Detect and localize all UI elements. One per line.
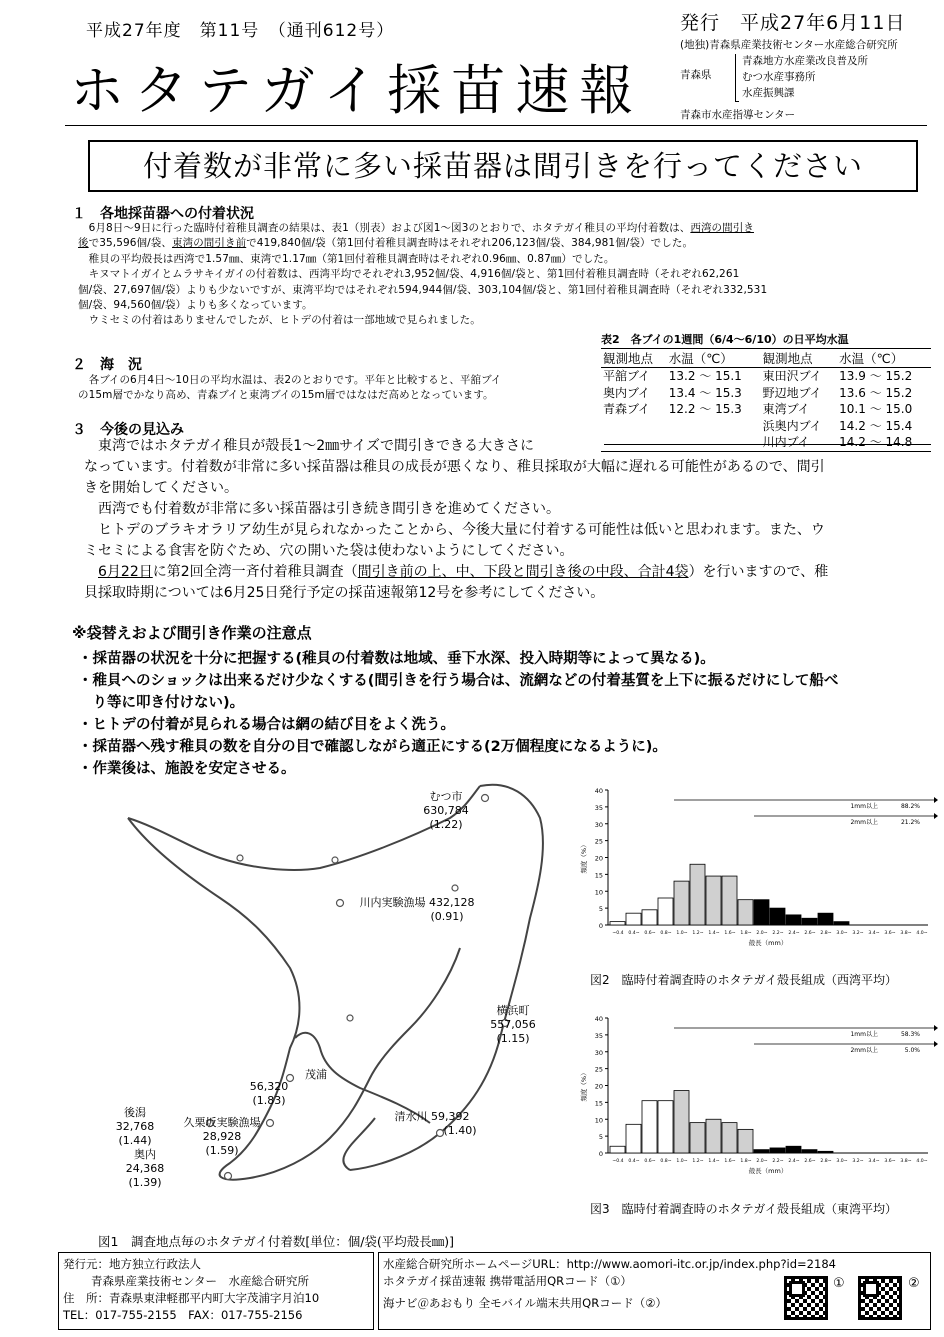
s1-paragraph-4: ウミセミの付着はありませんでしたが、ヒトデの付着は一部地域で見られました。	[78, 314, 481, 327]
bar	[754, 1150, 769, 1153]
y-tick-label: 10	[594, 888, 603, 897]
site-name: 奥内	[134, 1148, 156, 1161]
bar	[770, 1148, 785, 1153]
s3-underline: 間引き前の上、中、下段と間引き後の中段、合計4袋	[357, 564, 689, 580]
table2-header: 水温（℃）	[667, 349, 761, 368]
table2-cell: 東田沢ブイ	[762, 369, 822, 383]
s3-line: 西湾でも付着数が非常に多い採苗器は引き続き間引きを進めてください。	[84, 501, 560, 517]
bar	[818, 913, 833, 925]
x-tick-label: 0.4~	[628, 931, 640, 936]
annotation-value: 88.2%	[900, 803, 920, 810]
bar	[818, 1151, 833, 1153]
x-axis-label: 殻長（mm）	[748, 1167, 788, 1175]
table2-cell	[667, 418, 761, 435]
y-tick-label: 20	[594, 1082, 603, 1091]
y-tick-label: 0	[598, 922, 603, 930]
notes-item: ・作業後は、施設を安定させる。	[78, 761, 296, 777]
bar	[738, 900, 753, 925]
annotation-arrowhead	[934, 1041, 938, 1047]
publisher-line-3: むつ水産事務所	[742, 71, 816, 83]
chart-east-bay	[578, 1010, 938, 1180]
table2-cell: 13.9 ～ 15.2	[839, 369, 913, 383]
site-name: 久栗坂実験漁場	[183, 1116, 261, 1129]
map-site-marker	[225, 1173, 232, 1180]
y-tick-label: 15	[594, 871, 603, 880]
x-tick-label: 3.8~	[900, 1159, 912, 1164]
bar	[642, 910, 657, 925]
bar	[802, 1150, 817, 1153]
x-tick-label: 0.8~	[660, 931, 672, 936]
notes-item: ・採苗器の状況を十分に把握する(稚貝の付着数は地域、垂下水深、投入時期等によって異なる)。	[78, 651, 715, 667]
table2-cell: 13.2 ～ 15.1	[668, 369, 742, 383]
map-buoy-marker	[347, 1015, 353, 1021]
x-tick-label: 2.8~	[820, 931, 832, 936]
site-size: (1.15)	[496, 1032, 530, 1045]
footer-web-box	[378, 1252, 931, 1330]
bar	[754, 900, 769, 925]
page-title: ホタテガイ採苗速報	[70, 59, 644, 122]
y-tick-label: 35	[594, 1031, 603, 1040]
map-label-shimizugawa	[372, 1110, 492, 1138]
publisher-line-2: 青森地方水産業改良普及所	[742, 55, 868, 67]
map-label-kawauchi	[342, 896, 492, 924]
s1-text: で35,596個/袋、	[88, 237, 172, 250]
notes-item: り等に叩き付けない)。	[78, 695, 245, 711]
site-size: (1.22)	[429, 818, 463, 831]
site-name: 川内実験漁場	[359, 896, 426, 909]
publisher-line-5: 青森市水産指導センター	[680, 109, 796, 121]
y-tick-label: 0	[598, 1150, 603, 1158]
x-tick-label: 3.2~	[852, 931, 864, 936]
s3-text: ）を行いますので、稚	[688, 564, 829, 580]
table2-caption: 表2 各ブイの1週間（6/4～6/10）の日平均水温	[601, 331, 931, 349]
s1-underline: 後	[78, 237, 89, 250]
table2-cell: 平舘ブイ	[603, 369, 650, 383]
notes-item: ・採苗器へ残す稚貝の数を自分の目で確認しながら適正にする(2万個程度になるように)。	[78, 739, 667, 755]
bar	[690, 1123, 705, 1153]
map-label-yokohama	[482, 1004, 544, 1046]
annotation-label: 1mm以上	[850, 1031, 878, 1038]
y-tick-label: 20	[594, 854, 603, 863]
site-size: (0.91)	[430, 910, 464, 923]
water-temp-table	[601, 331, 931, 452]
qr-marker-2: ②	[908, 1276, 920, 1291]
y-tick-label: 40	[594, 1015, 603, 1023]
chart-west-bay	[578, 782, 938, 952]
annotation-label: 2mm以上	[850, 1047, 878, 1054]
table2-cell: 13.4 ～ 15.3	[668, 385, 742, 400]
site-count: 630,784	[423, 804, 469, 817]
site-size: (1.40)	[443, 1124, 477, 1137]
publisher-block	[680, 38, 935, 124]
bar	[626, 1124, 641, 1153]
x-tick-label: 1.0~	[676, 1159, 688, 1164]
publisher-line-1: (地独)青森県産業技術センター水産総合研究所	[680, 39, 898, 51]
section2-heading: ２ 海 況	[72, 357, 142, 373]
qr-code-2[interactable]	[858, 1276, 902, 1320]
x-tick-label: ~0.4	[612, 931, 624, 936]
map-label-mutsu	[415, 790, 477, 832]
section3-heading: ３ 今後の見込み	[72, 422, 184, 438]
footer-url[interactable]: 水産総合研究所ホームページURL：http://www.aomori-itc.or.jp/index.php?id=2184	[383, 1257, 836, 1271]
y-tick-label: 30	[594, 1048, 603, 1057]
figure3-caption: 図3 臨時付着調査時のホタテガイ殻長組成（東湾平均）	[590, 1202, 898, 1216]
y-axis-label: 頻度（%）	[580, 1069, 588, 1102]
table2-cell: 14.2 ～ 15.4	[839, 418, 913, 433]
x-tick-label: 1.8~	[740, 931, 752, 936]
s3-text	[84, 564, 98, 580]
table2-divider	[604, 444, 931, 445]
x-tick-label: 2.2~	[772, 1159, 784, 1164]
bar	[658, 1101, 673, 1153]
bar	[738, 1129, 753, 1153]
y-tick-label: 5	[598, 1133, 603, 1142]
x-tick-label: 3.6~	[884, 931, 896, 936]
section3-body	[84, 436, 940, 604]
x-tick-label: 2.6~	[804, 1159, 816, 1164]
site-count: 24,368	[125, 1162, 165, 1175]
table2-header: 観測地点	[761, 349, 838, 368]
table-row	[601, 385, 931, 402]
y-axis-label: 頻度（%）	[580, 841, 588, 874]
s1-underline: 西湾の間引き	[690, 222, 754, 234]
x-tick-label: 4.0~	[916, 1159, 928, 1164]
s1-text: 6月8日～9日に行った臨時付着稚貝調査の結果は、表1（別表）および図1～図3のとおりで、ホタテガイ稚貝の平均付着数は、	[78, 222, 691, 234]
site-name: 後潟	[124, 1106, 146, 1119]
section1-body	[78, 221, 934, 329]
table2-cell: 12.2 ～ 15.3	[668, 402, 742, 416]
table2-cell: 14.2 ～ 14.8	[837, 434, 931, 451]
bar	[626, 913, 641, 925]
table2-cell: 東湾ブイ	[762, 402, 810, 416]
table2-cell: 青森ブイ	[603, 402, 650, 416]
s2-line-2: の15m層でかなり高め、青森ブイと東湾ブイの15m層ではなはだ高めとなっています。	[78, 389, 494, 402]
x-tick-label: 0.4~	[628, 1159, 640, 1164]
s3-line: 東湾ではホタテガイ稚貝が殻長1～2㎜サイズで間引きできる大きさに	[84, 438, 534, 454]
bar	[834, 922, 849, 925]
footer-phone: TEL：017-755-2155 FAX：017-755-2156	[63, 1308, 303, 1322]
table2-cell: 13.6 ～ 15.2	[839, 385, 913, 400]
s3-line: きを開始してください。	[84, 480, 238, 496]
x-tick-label: 2.6~	[804, 931, 816, 936]
s2-line-1: 各ブイの6月4日～10日の平均水温は、表2のとおりです。平年と比較すると、平舘ブイ	[78, 374, 502, 386]
site-count: 32,768	[115, 1120, 155, 1133]
s3-line: なっています。付着数が非常に多い採苗器は稚貝の成長が悪くなり、稚貝採取が大幅に遅れる可能性があるので、間引	[84, 459, 825, 475]
x-tick-label: 1.6~	[724, 931, 736, 936]
bar	[674, 881, 689, 925]
bar	[722, 876, 737, 925]
annotation-value: 21.2%	[900, 819, 920, 826]
header-divider	[65, 125, 927, 126]
map-buoy-marker	[332, 857, 338, 863]
section2-body	[78, 373, 598, 404]
x-tick-label: 1.4~	[708, 931, 720, 936]
bar	[722, 1123, 737, 1153]
table2-cell: 浜奥内ブイ	[762, 418, 822, 433]
bar	[802, 918, 817, 925]
table2-cell: 川内ブイ	[761, 434, 838, 451]
table-row	[601, 401, 931, 418]
annotation-value: 5.0%	[904, 1047, 920, 1054]
x-tick-label: 2.4~	[788, 931, 800, 936]
y-tick-label: 10	[594, 1116, 603, 1125]
qr-marker-1: ①	[833, 1276, 845, 1291]
x-tick-label: 2.8~	[820, 1159, 832, 1164]
s3-line: 貝採取時期については6月25日発行予定の採苗速報第12号を参考にしてください。	[84, 585, 605, 601]
x-tick-label: 2.0~	[756, 1159, 768, 1164]
s3-text: に第2回全湾一斉付着稚貝調査（	[152, 564, 358, 580]
annotation-label: 1mm以上	[850, 803, 878, 810]
site-count: 28,928	[202, 1130, 242, 1143]
figure1-caption: 図1 調査地点毎のホタテガイ付着数[単位：個/袋(平均殻長㎜)]	[98, 1234, 455, 1249]
y-tick-label: 30	[594, 820, 603, 829]
x-tick-label: 0.6~	[644, 1159, 656, 1164]
table2-cell	[601, 418, 667, 435]
x-axis-label: 殻長（mm）	[748, 939, 788, 947]
notes-item: ・稚貝へのショックは出来るだけ少なくする(間引きを行う場合は、流網などの付着基質を上下に振るだけにして船べ	[78, 673, 839, 689]
publisher-bracket	[735, 54, 739, 102]
bar	[770, 908, 785, 925]
map-buoy-marker	[237, 855, 243, 861]
bar	[786, 1146, 801, 1153]
x-tick-label: 1.0~	[676, 931, 688, 936]
x-tick-label: 3.4~	[868, 1159, 880, 1164]
site-count: 59,392	[431, 1110, 470, 1123]
s1-paragraph-3a: キヌマトイガイとムラサキイガイの付着数は、西湾平均でそれぞれ3,952個/袋、4,916個/袋と、第1回付着稚貝調査時（それぞれ62,261	[78, 268, 740, 281]
map-site-marker	[482, 795, 489, 802]
x-tick-label: 2.0~	[756, 931, 768, 936]
site-name: 茂浦	[305, 1068, 327, 1081]
x-tick-label: 1.8~	[740, 1159, 752, 1164]
x-tick-label: ~0.4	[612, 1159, 624, 1164]
annotation-value: 58.3%	[900, 1031, 920, 1038]
y-tick-label: 40	[594, 787, 603, 795]
bar	[706, 1119, 721, 1153]
y-tick-label: 5	[598, 905, 603, 914]
s1-underline: 東湾の間引き前	[172, 237, 247, 250]
x-tick-label: 3.0~	[836, 1159, 848, 1164]
x-tick-label: 4.0~	[916, 931, 928, 936]
footer-contact-box	[58, 1252, 374, 1330]
x-tick-label: 0.8~	[660, 1159, 672, 1164]
site-count: 56,320	[249, 1080, 289, 1093]
annotation-arrowhead	[934, 1025, 938, 1031]
map-buoy-marker	[452, 885, 458, 891]
x-tick-label: 2.2~	[772, 931, 784, 936]
map-label-kuriyasaka	[170, 1116, 274, 1158]
s3-line: ヒトデのブラキオラリア幼生が見られなかったことから、今後大量に付着する可能性は低いと思われます。また、ウ	[84, 522, 825, 538]
x-tick-label: 2.4~	[788, 1159, 800, 1164]
qr-code-1[interactable]	[784, 1276, 828, 1320]
x-tick-label: 3.2~	[852, 1159, 864, 1164]
notes-item: ・ヒトデの付着が見られる場合は網の結び目をよく洗う。	[78, 717, 455, 733]
bar	[658, 898, 673, 925]
section1-heading: １ 各地採苗器への付着状況	[72, 206, 254, 222]
x-tick-label: 0.6~	[644, 931, 656, 936]
footer-qr-label-2: 海ナビ＠あおもり 全モバイル端末共用QRコード（②）	[383, 1296, 668, 1310]
x-tick-label: 3.6~	[884, 1159, 896, 1164]
bar	[610, 922, 625, 925]
figure2-caption: 図2 臨時付着調査時のホタテガイ殻長組成（西湾平均）	[590, 973, 898, 987]
table-row	[601, 368, 931, 385]
x-tick-label: 1.2~	[692, 1159, 704, 1164]
y-tick-label: 25	[594, 1065, 603, 1074]
x-tick-label: 3.0~	[836, 931, 848, 936]
map-label-moura	[244, 1080, 294, 1108]
map-label-ushirogata	[106, 1106, 164, 1148]
publisher-pref-label: 青森県	[680, 69, 712, 81]
y-tick-label: 15	[594, 1099, 603, 1108]
bar	[786, 915, 801, 925]
s1-text: で419,840個/袋（第1回付着稚貝調査時はそれぞれ206,123個/袋、384,981個/袋）でした。	[246, 237, 694, 250]
site-size: (1.83)	[252, 1094, 286, 1107]
bar	[610, 1146, 625, 1153]
annotation-arrowhead	[934, 797, 938, 803]
s3-line: ミセミによる食害を防ぐため、穴の開いた袋は使わないようにしてください。	[84, 543, 574, 559]
site-name: むつ市	[429, 790, 463, 803]
x-tick-label: 3.4~	[868, 931, 880, 936]
table2-cell: 奥内ブイ	[603, 385, 650, 400]
headline-banner: 付着数が非常に多い採苗器は間引きを行ってください	[88, 140, 918, 192]
issue-number: 平成27年度 第11号 （通刊612号）	[86, 21, 395, 41]
site-name: 清水川	[394, 1110, 428, 1123]
y-tick-label: 25	[594, 837, 603, 846]
table2-header: 観測地点	[601, 349, 667, 368]
s3-underline: 6月22日	[98, 564, 153, 580]
x-tick-label: 1.4~	[708, 1159, 720, 1164]
footer-address: 住 所：青森県東津軽郡平内町大字茂浦字月泊10	[63, 1291, 320, 1305]
site-size: (1.44)	[118, 1134, 152, 1147]
site-size: (1.39)	[128, 1176, 162, 1189]
table2-cell: 10.1 ～ 15.0	[839, 402, 913, 416]
site-count: 557,056	[490, 1018, 536, 1031]
x-tick-label: 1.6~	[724, 1159, 736, 1164]
site-count: 432,128	[429, 896, 475, 909]
table2-cell: 野辺地ブイ	[762, 385, 822, 400]
bar	[690, 864, 705, 925]
y-tick-label: 35	[594, 803, 603, 812]
x-tick-label: 1.2~	[692, 931, 704, 936]
table2-header: 水温（℃）	[837, 349, 931, 368]
notes-heading: ※袋替えおよび間引き作業の注意点	[72, 624, 312, 642]
footer-publisher-label: 発行元：地方独立行政法人	[63, 1257, 201, 1271]
annotation-arrowhead	[934, 813, 938, 819]
map-label-okunai	[116, 1148, 174, 1190]
publisher-line-4: 水産振興課	[742, 87, 795, 99]
footer-qr-label-1: ホタテガイ採苗速報 携帯電話用QRコード（①）	[383, 1274, 632, 1288]
map-label-moura-name	[296, 1068, 336, 1082]
site-name: 横浜町	[496, 1004, 530, 1017]
bar	[642, 1101, 657, 1153]
s1-paragraph-3c: 個/袋、94,560個/袋）よりも多くなっています。	[78, 299, 313, 312]
annotation-label: 2mm以上	[850, 819, 878, 826]
bar	[674, 1091, 689, 1153]
issue-date: 発行 平成27年6月11日	[680, 12, 906, 34]
site-size: (1.59)	[205, 1144, 239, 1157]
s1-paragraph-3b: 個/袋、27,697個/袋）よりも少ないですが、東湾平均ではそれぞれ594,944個/袋、303,104個/袋と、第1回付着稚貝調査時（それぞれ332,531	[78, 283, 768, 296]
x-tick-label: 3.8~	[900, 931, 912, 936]
s1-paragraph-2: 稚貝の平均殻長は西湾で1.57㎜、東湾で1.17㎜（第1回付着稚貝調査時はそれぞれ0.96㎜、0.87㎜）でした。	[78, 252, 615, 265]
footer-publisher-name: 青森県産業技術センター 水産総合研究所	[91, 1274, 310, 1288]
table-row	[601, 418, 931, 435]
bar	[706, 876, 721, 925]
